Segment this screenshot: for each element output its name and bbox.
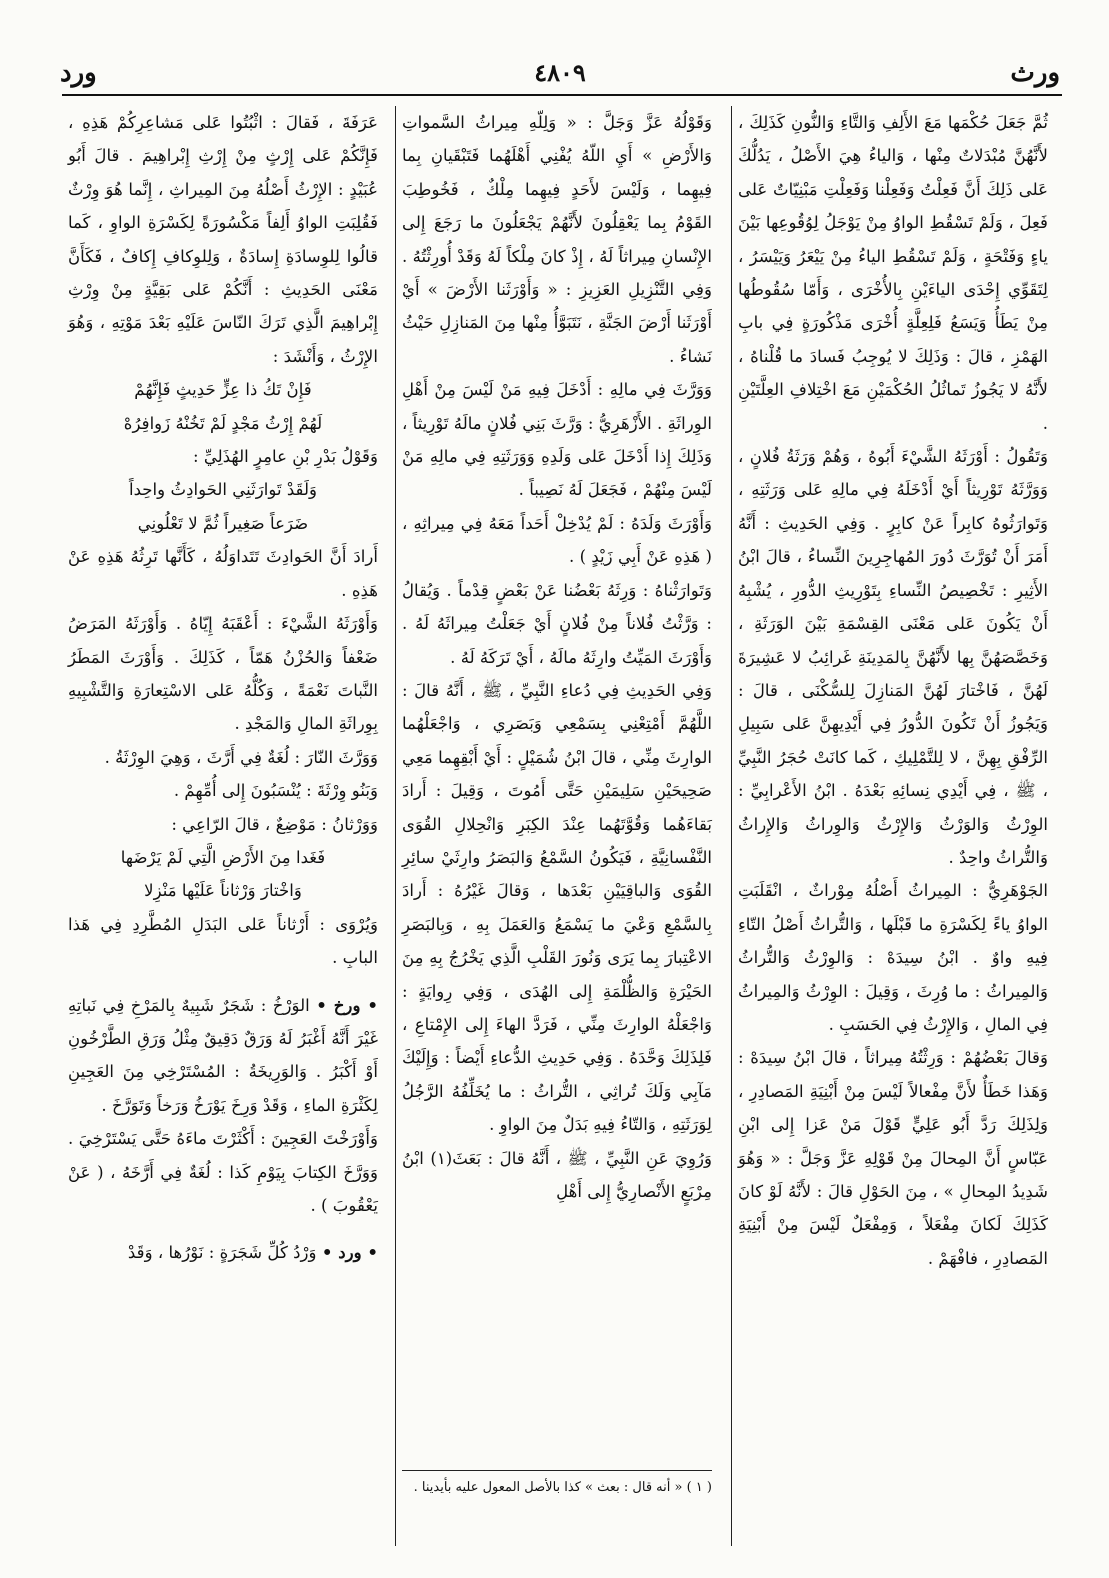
verse-line: وَاخْتارَ وَرْثاناً عَلَيْها مَنْزِلا xyxy=(144,881,302,901)
verse-line: ضَرَعاً صَغِيراً ثُمَّ لا تَعْلُونِي xyxy=(137,513,309,533)
entry-body: وَرْدُ كُلِّ شَجَرَةٍ : نَوْرُها ، وَقَدْ xyxy=(127,1243,317,1263)
paragraph: أَرادَ أَنَّ الحَوادِثَ تَتَداوَلُهُ ، كَأَنَّها تَرِثُهُ هَذِهِ عَنْ هَذِهِ . xyxy=(68,547,378,600)
column-right xyxy=(738,106,1048,1275)
paragraph: ثُمَّ جَعَلَ حُكْمَها مَعَ الأَلِفِ وَالتَّاءِ وَالنُّونِ كَذَلِكَ ، لأَنَّهُنَّ مُبْدَلاتٌ مِنْها ، وَالياءُ هِيَ الأَصْلُ ، يَدُلُّكَ عَلى ذَلِكَ أَنَّ فَعِلْتُ وَفَعِلْنا وَفَعِلْتِ مَبْنِيّاتٌ عَلى فَعِلَ ، وَلَمْ تَسْقُطِ الواوُ مِنْ يَوْجَلُ لِوُقُوعِها بَيْنَ ياءٍ وَفَتْحَةٍ ، وَلَمْ تَسْقُطِ الياءُ مِنْ يَيْعَرُ وَيَيْسَرُ ، لِتَقَوِّي إِحْدَى الياءَيْنِ بِالأُخْرَى ، وَأَمّا سُقُوطُها مِنْ يَطَأُ وَيَسَعُ فَلِعِلَّةٍ أُخْرَى مَذْكُورَةٍ فِي بابِ الهَمْزِ ، قالَ : وَذَلِكَ لا يُوجِبُ فَسادَ ما قُلْناهُ ، لأَنَّهُ لا يَجُوزُ تَماثُلُ الحُكْمَيْنِ مَعَ اخْتِلافِ العِلَّتَيْنِ . xyxy=(738,113,1048,433)
entry-headword: • ورخ • xyxy=(316,994,378,1015)
paragraph: وَبَنُو وِرْثَةَ : يُنْسَبُونَ إِلى أُمِّهِمْ . xyxy=(173,781,378,801)
paragraph: وَيُرْوَى : أَرْثاناً عَلى البَدَلِ المُطَّرِدِ فِي هَذا البابِ . xyxy=(68,914,378,968)
column-divider xyxy=(731,106,732,1546)
column-divider xyxy=(395,106,396,1546)
paragraph: وَوَرَّثَ فِي مالِهِ : أَدْخَلَ فِيهِ مَنْ لَيْسَ مِنْ أَهْلِ الوِراثَةِ . الأَزْهَرِيُّ : وَرَّثَ بَنِي فُلانٍ مالَهُ تَوْرِيثاً ، وَذَلِكَ إِذا أَدْخَلَ عَلى وَلَدِهِ وَوَرَثَتِهِ فِي مالِهِ مَنْ لَيْسَ مِنْهُمْ ، فَجَعَلَ لَهُ نَصِيباً . xyxy=(402,380,712,500)
paragraph: وَأَوْرَثَهُ الشَّيْءَ : أَعْقَبَهُ إِيّاهُ . وَأَوْرَثَهُ المَرَضُ ضَعْفاً وَالحُزْنُ هَمّاً ، كَذَلِكَ . وَأَوْرَثَ المَطَرُ النَّباتَ نَعْمَةً ، وَكُلُّهُ عَلى الاسْتِعارَةِ وَالتَّشْبِيهِ بِوِراثَةِ المالِ وَالمَجْدِ . xyxy=(68,614,378,734)
paragraph: الجَوْهَرِيُّ : المِيراثُ أَصْلُهُ مِوْراثٌ ، انْقَلَبَتِ الواوُ ياءً لِكَسْرَةِ ما قَبْلَها ، وَالتُّراثُ أَصْلُ التّاءِ فِيهِ واوٌ . ابْنُ سِيدَهْ : وَالوِرْثُ وَالتُّراثُ وَالمِيراثُ : ما وُرِثَ ، وَقِيلَ : الوِرْثُ وَالمِيراثُ فِي المالِ ، وَالإِرْثُ فِي الحَسَبِ . xyxy=(738,881,1048,1034)
paragraph: وَقالَ بَعْضُهُمْ : وَرِثْتُهُ مِيراثاً ، قالَ ابْنُ سِيدَهْ : وَهَذا خَطَأٌ لأَنَّ مِفْعالاً لَيْسَ مِنْ أَبْنِيَةِ المَصادِرِ ، وَلِذَلِكَ رَدَّ أَبُو عَلِيٍّ قَوْلَ مَنْ عَزا إِلى ابْنِ عَبّاسٍ أَنَّ المِحالَ مِنْ قَوْلِهِ عَزَّ وَجَلَّ : « وَهُوَ شَدِيدُ المِحالِ » ، مِنَ الحَوْلِ قالَ : لأَنَّهُ لَوْ كانَ كَذَلِكَ لَكانَ مِفْعَلاً ، وَمِفْعَلٌ لَيْسَ مِنْ أَبْنِيَةِ المَصادِرِ ، فافْهَمْ . xyxy=(738,1048,1048,1268)
paragraph: وَقَوْلُهُ عَزَّ وَجَلَّ : « وَلِلّهِ مِيراثُ السَّمواتِ وَالأَرْضِ » أَيِ اللّهُ يُفْنِي أَهْلَهُما فَتَبْقَيانِ بِما فِيهِما ، وَلَيْسَ لأَحَدٍ فِيهِما مِلْكٌ ، فَخُوطِبَ القَوْمُ بِما يَعْقِلُونَ لأَنَّهُمْ يَجْعَلُونَ ما رَجَعَ إِلى الإِنْسانِ مِيراثاً لَهُ ، إِذْ كانَ مِلْكاً لَهُ وَقَدْ أُورِثْتُهُ . وَفِي التَّنْزِيلِ العَزِيزِ : « وَأَوْرَثَنا الأَرْضَ » أَيْ أَوْرَثَنا أَرْضَ الجَنَّةِ ، نَتَبَوَّأُ مِنْها مِنَ المَنازِلِ حَيْثُ نَشاءُ . xyxy=(402,113,712,366)
paragraph: وَوَرَّثَ النّارَ : لُغَةٌ فِي أَرَّثَ ، وَهِيَ الوِرْثَةُ . xyxy=(104,747,378,767)
paragraph: وَأَوْرَخْتَ العَجِينَ : أَكْثَرْتَ ماءَهُ حَتَّى يَسْتَرْخِيَ . وَوَرَّخَ الكِتابَ بِيَوْمِ كَذا : لُغَةٌ فِي أَرَّخَهُ ، ( عَنْ يَعْقُوبَ ) . xyxy=(68,1129,378,1215)
entry-gap xyxy=(68,975,378,989)
verse-line: فَغَدا مِنَ الأَرْضِ الَّتِي لَمْ يَرْضَها xyxy=(120,847,326,867)
verse-line: فَإِنْ تَكُ ذا عِزٍّ حَدِيثٍ فَإِنَّهُمْ xyxy=(134,380,312,400)
entry-wrkh xyxy=(68,989,378,1123)
verse-line: وَلَقَدْ تَوارَثَنِي الحَوادِثُ واحِداً xyxy=(128,480,318,500)
paragraph: وَتَقُولُ : أَوْرَثَهُ الشَّيْءَ أَبُوهُ ، وَهُمْ وَرَثَةُ فُلانٍ ، وَوَرَّثَهُ تَوْرِيثاً أَيْ أَدْخَلَهُ فِي مالِهِ عَلى وَرَثَتِهِ ، وَتَوارَثُوهُ كابِراً عَنْ كابِرٍ . وَفِي الحَدِيثِ : أَنَّهُ أَمَرَ أَنْ تُوَرَّثَ دُورَ المُهاجِرِينَ النِّساءُ ، قالَ ابْنُ الأَثِيرِ : تَخْصِيصُ النِّساءِ بِتَوْرِيثِ الدُّورِ ، يُشْبِهُ أَنْ يَكُونَ عَلى مَعْنَى القِسْمَةِ بَيْنَ الوَرَثَةِ ، وَخَصَّصَهُنَّ بِها لأَنَّهُنَّ بِالمَدِينَةِ غَرائِبُ لا عَشِيرَةَ لَهُنَّ ، فَاخْتارَ لَهُنَّ المَنازِلَ لِلسُّكْنَى ، قالَ : وَيَجُوزُ أَنْ تَكُونَ الدُّورُ فِي أَيْدِيهِنَّ عَلى سَبِيلِ الرِّفْقِ بِهِنَّ ، لا لِلتَّمْلِيكِ ، كَما كانَتْ حُجَرُ النَّبِيِّ ، ﷺ ، فِي أَيْدِي نِسائِهِ بَعْدَهُ . ابْنُ الأَعْرابِيِّ : الوِرْثُ وَالوَرْثُ وَالإِرْثُ وَالوِراثُ وَالإِراثُ وَالتُّراثُ واحِدٌ . xyxy=(738,447,1048,867)
footnote: ( ١ ) « أنه قال : بعث » كذا بالأصل المعول عليه بأيدينا . xyxy=(402,1470,712,1501)
column-middle xyxy=(402,106,712,1208)
verse-line: لَهُمْ إِرْثُ مَجْدٍ لَمْ تَخُنْهُ زَوافِرُهْ xyxy=(123,413,323,433)
header-left-word: ورد xyxy=(60,58,97,88)
paragraph: وَقَوْلُ بَدْرِ بْنِ عامِرٍ الهُذَلِيِّ : xyxy=(192,447,378,467)
page-number: ٤٨٠٩ xyxy=(534,58,586,87)
paragraph: عَرَفَةَ ، فَقالَ : اثْبُتُوا عَلى مَشاعِرِكُمْ هَذِهِ ، فَإِنَّكُمْ عَلى إِرْثٍ مِنْ إِرْثِ إِبْراهِيمَ . قالَ أَبُو عُبَيْدٍ : الإِرْثُ أَصْلُهُ مِنَ المِيراثِ ، إِنَّما هُوَ وِرْثٌ فَقُلِبَتِ الواوُ أَلِفاً مَكْسُورَةً لِكَسْرَةِ الواوِ ، كَما قالُوا لِلوِسادَةِ إِسادَةٌ ، وَلِلوِكافِ إِكافٌ ، فَكَأَنَّ مَعْنَى الحَدِيثِ : أَنَّكُمْ عَلى بَقِيَّةٍ مِنْ وِرْثِ إِبْراهِيمَ الَّذِي تَرَكَ النّاسَ عَلَيْهِ بَعْدَ مَوْتِهِ ، وَهُوَ الإِرْثُ ، وَأَنْشَدَ : xyxy=(68,113,378,366)
header-rule xyxy=(62,94,1062,96)
paragraph: وَفِي الحَدِيثِ فِي دُعاءِ النَّبِيِّ ، ﷺ ، أَنَّهُ قالَ : اللَّهُمَّ أَمْتِعْنِي بِسَمْعِي وَبَصَرِي ، وَاجْعَلْهُما الوارِثَ مِنِّي ، قالَ ابْنُ شُمَيْلٍ : أَيْ أَبْقِهِما مَعِي صَحِيحَيْنِ سَلِيمَيْنِ حَتَّى أَمُوتَ ، وَقِيلَ : أَرادَ بَقاءَهُما وَقُوَّتَهُما عِنْدَ الكِبَرِ وَانْحِلالِ القُوَى النَّفْسانِيَّةِ ، فَيَكُونُ السَّمْعُ وَالبَصَرُ وارِثَيْ سائِرِ القُوَى وَالباقِيَيْنِ بَعْدَها ، وَقالَ غَيْرُهُ : أَرادَ بِالسَّمْعِ وَعْيَ ما يَسْمَعُ وَالعَمَلَ بِهِ ، وَبِالبَصَرِ الاعْتِبارَ بِما يَرَى وَنُورَ القَلْبِ الَّذِي يَخْرُجُ بِهِ مِنَ الحَيْرَةِ وَالظُّلْمَةِ إِلى الهُدَى ، وَفِي رِوايَةٍ : وَاجْعَلْهُ الوارِثَ مِنِّي ، فَرَدَّ الهاءَ إِلى الإِمْتاعِ ، فَلِذَلِكَ وَحَّدَهُ . وَفِي حَدِيثِ الدُّعاءِ أَيْضاً : وَإِلَيْكَ مَآبِي وَلَكَ تُراثِي ، التُّراثُ : ما يُخَلِّفُهُ الرَّجُلُ لِوَرَثَتِهِ ، وَالتّاءُ فِيهِ بَدَلٌ مِنَ الواوِ . xyxy=(402,680,712,1135)
page-header xyxy=(60,58,1060,94)
header-right-word: ورث xyxy=(1010,58,1060,88)
entry-headword: • ورد • xyxy=(321,1242,378,1263)
paragraph: وَرُوِيَ عَنِ النَّبِيِّ ، ﷺ ، أَنَّهُ قالَ : بَعَثَ(١) ابْنُ مِرْبَعٍ الأَنْصارِيُّ إِلى أَهْلِ xyxy=(402,1148,713,1201)
entry-wrd xyxy=(68,1236,378,1269)
paragraph: وَأَوْرَثَ وَلَدَهُ : لَمْ يُدْخِلْ أَحَداً مَعَهُ فِي مِيراثِهِ ، ( هَذِهِ عَنْ أَبِي زَيْدٍ ) . xyxy=(402,513,712,567)
paragraph: وَتَوارَثْناهُ : وَرِثَهُ بَعْضُنا عَنْ بَعْضٍ قِدْماً . وَيُقالُ : وَرَّثْتُ فُلاناً مِنْ فُلانٍ أَيْ جَعَلْتُ مِيراثَهُ لَهُ . وَأَوْرَثَ المَيِّتُ وارِثَهُ مالَهُ ، أَيْ تَرَكَهُ لَهُ . xyxy=(402,580,712,667)
entry-gap xyxy=(68,1222,378,1236)
column-left xyxy=(68,106,378,1270)
entry-body: الوَرْخُ : شَجَرٌ شَبِيهٌ بِالمَرْخِ فِي نَباتِهِ غَيْرَ أَنَّهُ أَغْبَرُ لَهُ وَرَقٌ دَقِيقٌ مِثْلُ وَرَقِ الطَّرْخُونِ أَوْ أَكْبَرُ . وَالوَرِيخَةُ : المُسْتَرْخِي مِنَ العَجِينِ لِكَثْرَةِ الماءِ ، وَقَدْ وَرِخَ يَوْرَخُ وَرَخاً وَتَوَرَّخَ . xyxy=(68,995,378,1115)
paragraph: وَوَرْثانُ : مَوْضِعٌ ، قالَ الرّاعِي : xyxy=(171,814,378,834)
